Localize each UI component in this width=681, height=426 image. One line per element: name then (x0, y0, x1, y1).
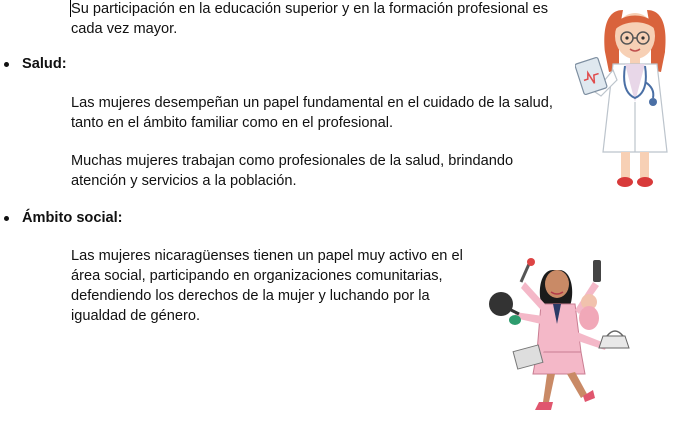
doctor-illustration (575, 2, 681, 192)
bullet-social-label: Ámbito social: (22, 210, 123, 226)
bullet-health (4, 54, 67, 74)
paragraph-education: Su participación en la educación superior y en la formación profesional es cada vez mayor. (71, 1, 549, 37)
paragraph-social-1: Las mujeres nicaragüenses tienen un papel muy activo en el área social, participando en organizaciones comunitarias, defendiendo los derechos de la mujer y luchando por la igualdad de género. (71, 248, 463, 324)
bullet-social (4, 208, 123, 228)
paragraph-health-2: Muchas mujeres trabajan como profesionales de la salud, brindando atención y servicios a la población. (71, 153, 514, 189)
bullet-dot (4, 216, 9, 221)
bullet-dot (4, 62, 9, 67)
multitasking-woman-illustration (485, 252, 635, 418)
bullet-health-label: Salud: (22, 56, 67, 72)
paragraph-health-1: Las mujeres desempeñan un papel fundamental en el cuidado de la salud, tanto en el ámbito familiar como en el profesional. (71, 95, 553, 131)
